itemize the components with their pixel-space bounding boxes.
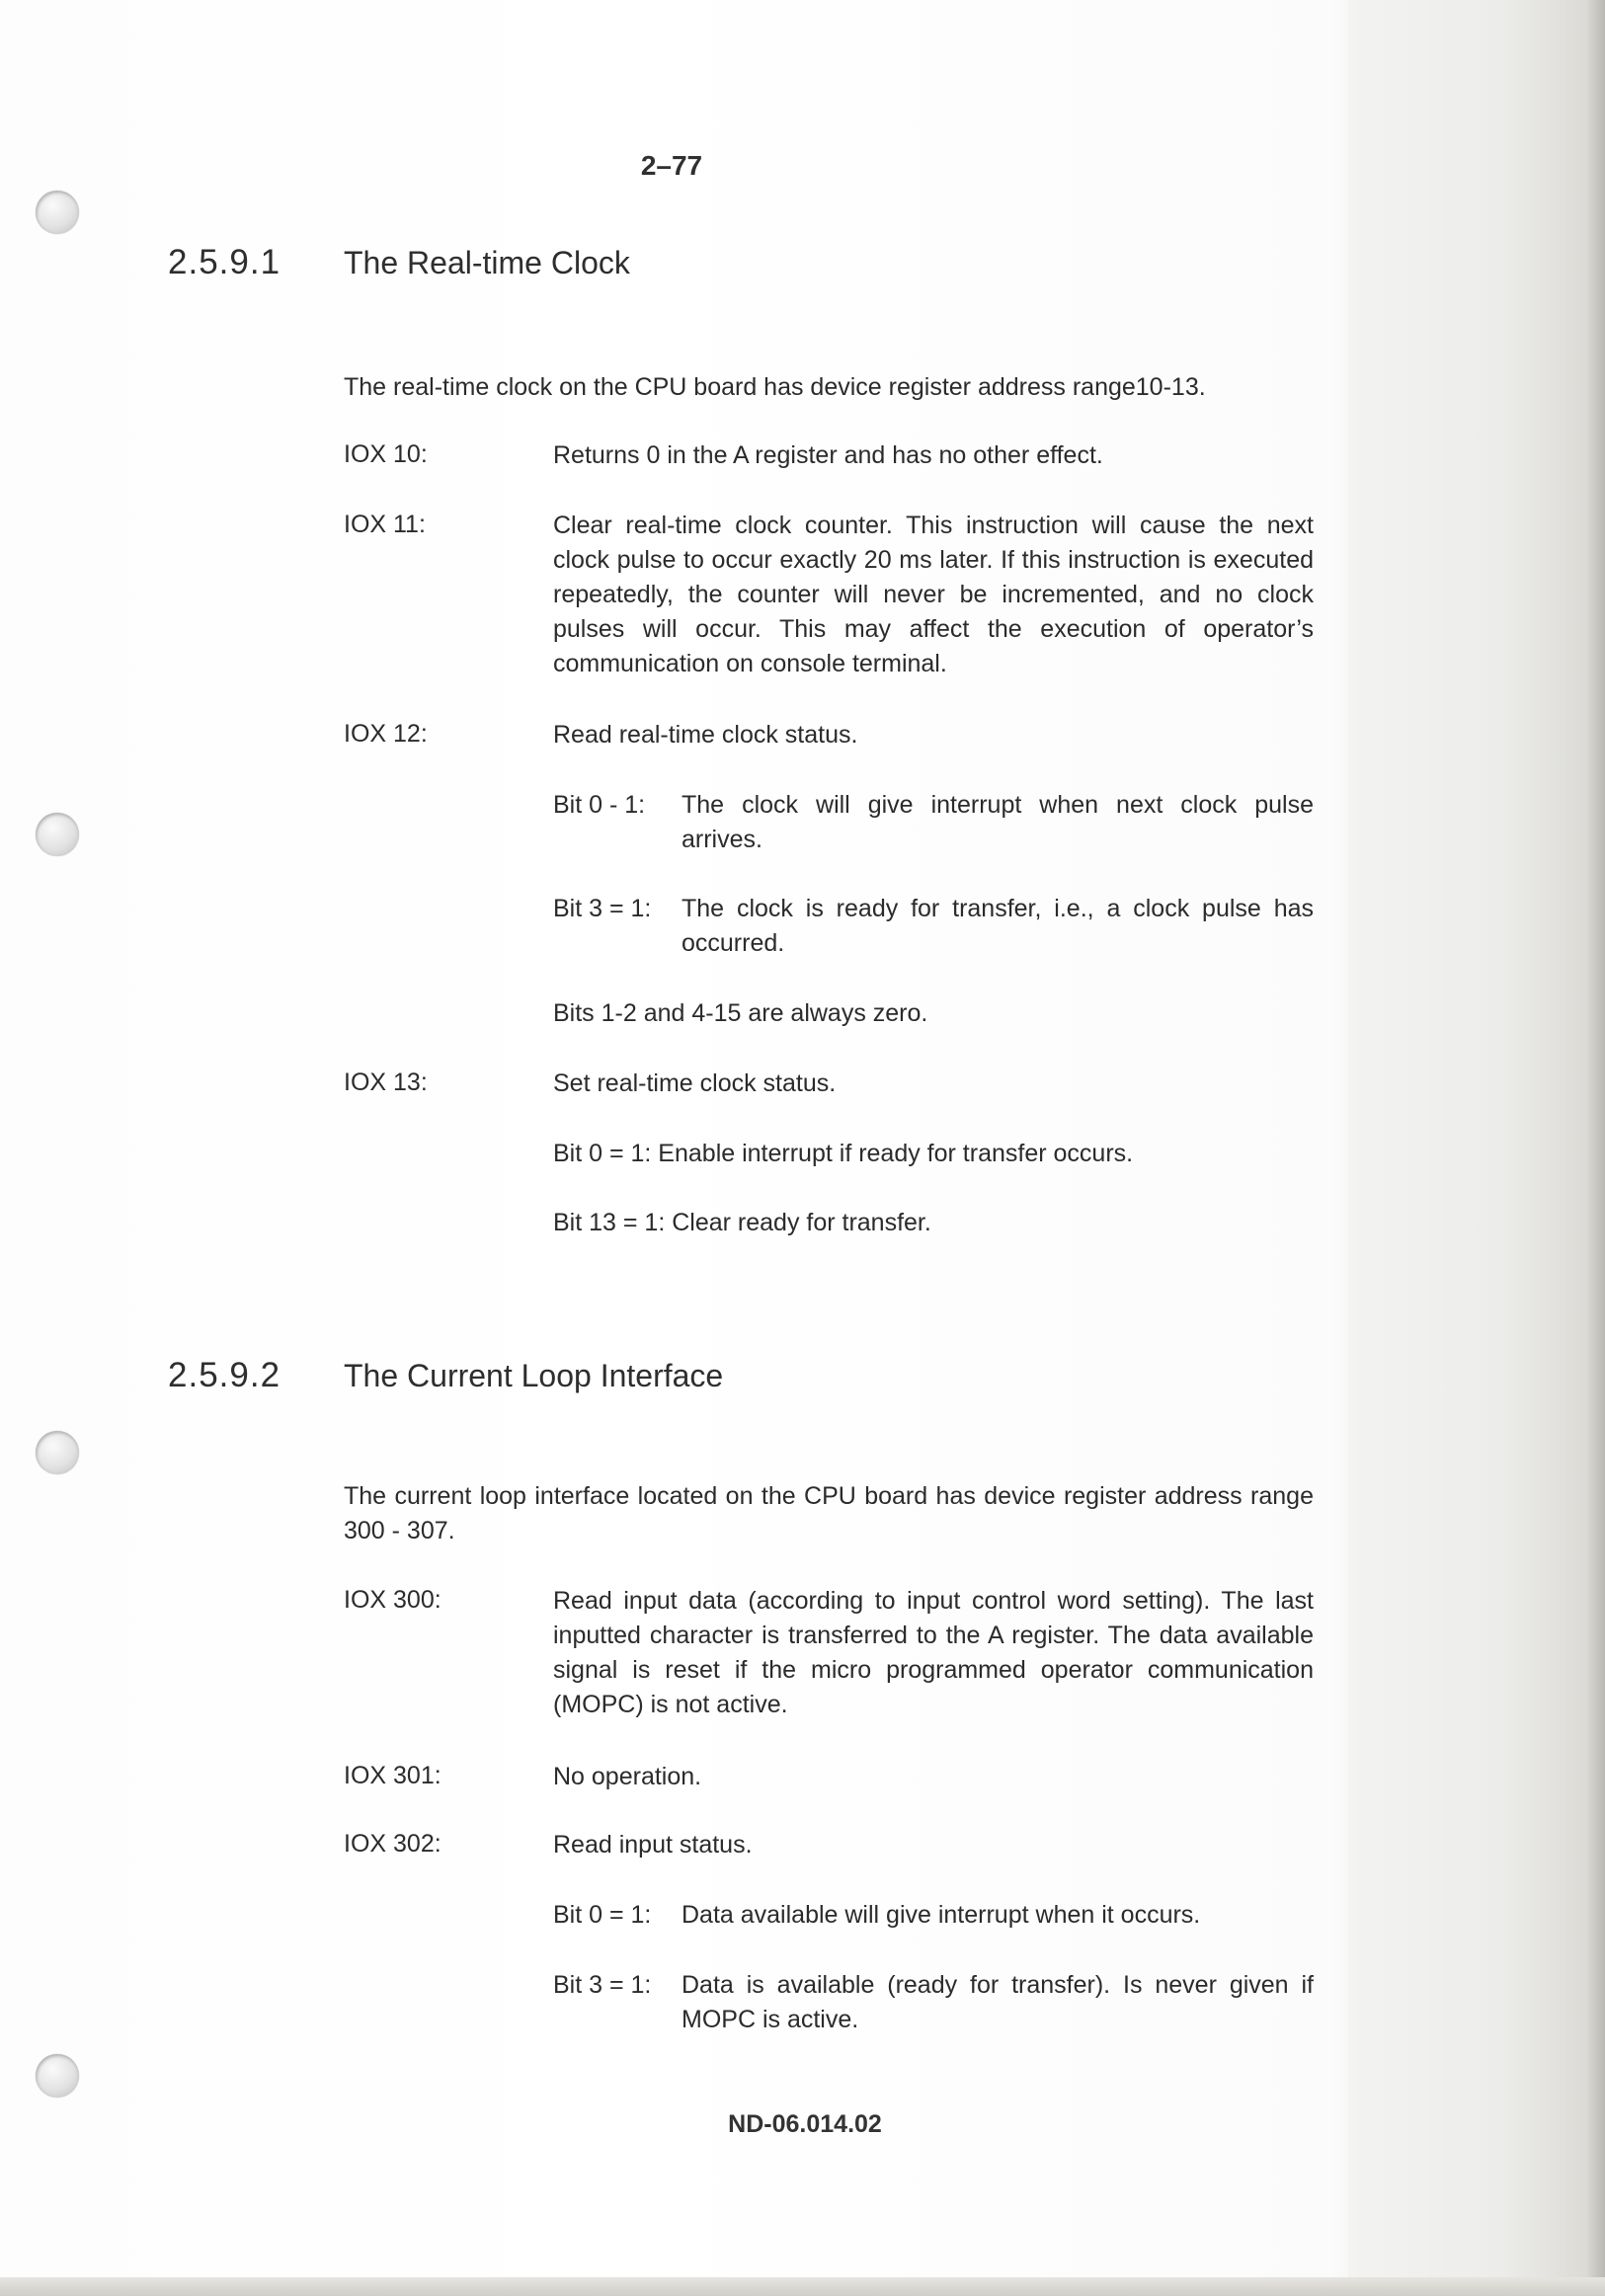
bit-text: The clock is ready for transfer, i.e., a clock pulse has occurred. (682, 895, 1314, 957)
bit-text: Data is available (ready for transfer). Is never given if MOPC is active. (682, 1971, 1314, 2033)
register-label: IOX 13: (344, 1069, 428, 1096)
bit-note: Bits 1-2 and 4-15 are always zero. (553, 999, 928, 1027)
bit-description (553, 892, 1314, 961)
bit-description (553, 788, 1314, 857)
bit-description: Bit 13 = 1: Clear ready for transfer. (553, 1209, 931, 1236)
register-label: IOX 300: (344, 1586, 441, 1614)
section-intro: The current loop interface located on the CPU board has device register address range 300 - 307. (344, 1482, 1314, 1544)
binder-hole (36, 191, 79, 234)
bit-head: Bit 3 = 1: (553, 1971, 652, 1999)
binder-hole (36, 813, 79, 856)
register-description: No operation. (553, 1763, 702, 1790)
bit-head: Bit 3 = 1: (553, 895, 652, 922)
bit-text: The clock will give interrupt when next clock pulse arrives. (682, 791, 1314, 853)
page-right-margin-shadow (1348, 0, 1605, 2296)
bit-description: Bit 0 = 1: Enable interrupt if ready for transfer occurs. (553, 1140, 1134, 1167)
bit-description (553, 1898, 1314, 1933)
bit-head: Bit 0 - 1: (553, 791, 646, 819)
register-description: Read input data (according to input control word setting). The last inputted character is transferred to the A register. The data available signal is reset if the micro programmed operator communication (MOPC) is not active. (553, 1587, 1314, 1718)
register-label: IOX 10: (344, 440, 428, 468)
binder-hole (36, 1431, 79, 1474)
section-number: 2.5.9.2 (168, 1356, 281, 1394)
bit-head: Bit 0 = 1: (553, 1901, 652, 1929)
binder-hole (36, 2054, 79, 2098)
page-number: 2–77 (640, 150, 703, 181)
section-title: The Current Loop Interface (344, 1358, 724, 1393)
page-bottom-edge (0, 2277, 1605, 2296)
register-description: Returns 0 in the A register and has no other effect. (553, 441, 1103, 469)
bit-text: Data available will give interrupt when it occurs. (682, 1901, 1201, 1929)
register-label: IOX 12: (344, 720, 428, 748)
register-description: Read real-time clock status. (553, 721, 858, 749)
register-description: Read input status. (553, 1831, 753, 1859)
section-intro: The real-time clock on the CPU board has device register address range10-13. (344, 373, 1206, 401)
register-label: IOX 302: (344, 1830, 441, 1858)
section-number: 2.5.9.1 (168, 243, 281, 281)
register-description: Set real-time clock status. (553, 1069, 837, 1097)
section-title: The Real-time Clock (344, 245, 630, 280)
bit-description (553, 1968, 1314, 2037)
register-label: IOX 301: (344, 1762, 441, 1789)
document-code: ND-06.014.02 (728, 2110, 882, 2138)
register-label: IOX 11: (344, 511, 426, 538)
register-description: Clear real-time clock counter. This instruction will cause the next clock pulse to occur exactly 20 ms later. If this instruction is executed repeatedly, the counter will never be incremented, and no clock pulses will occur. This may affect the execution of operator’s communication on console terminal. (553, 512, 1314, 677)
